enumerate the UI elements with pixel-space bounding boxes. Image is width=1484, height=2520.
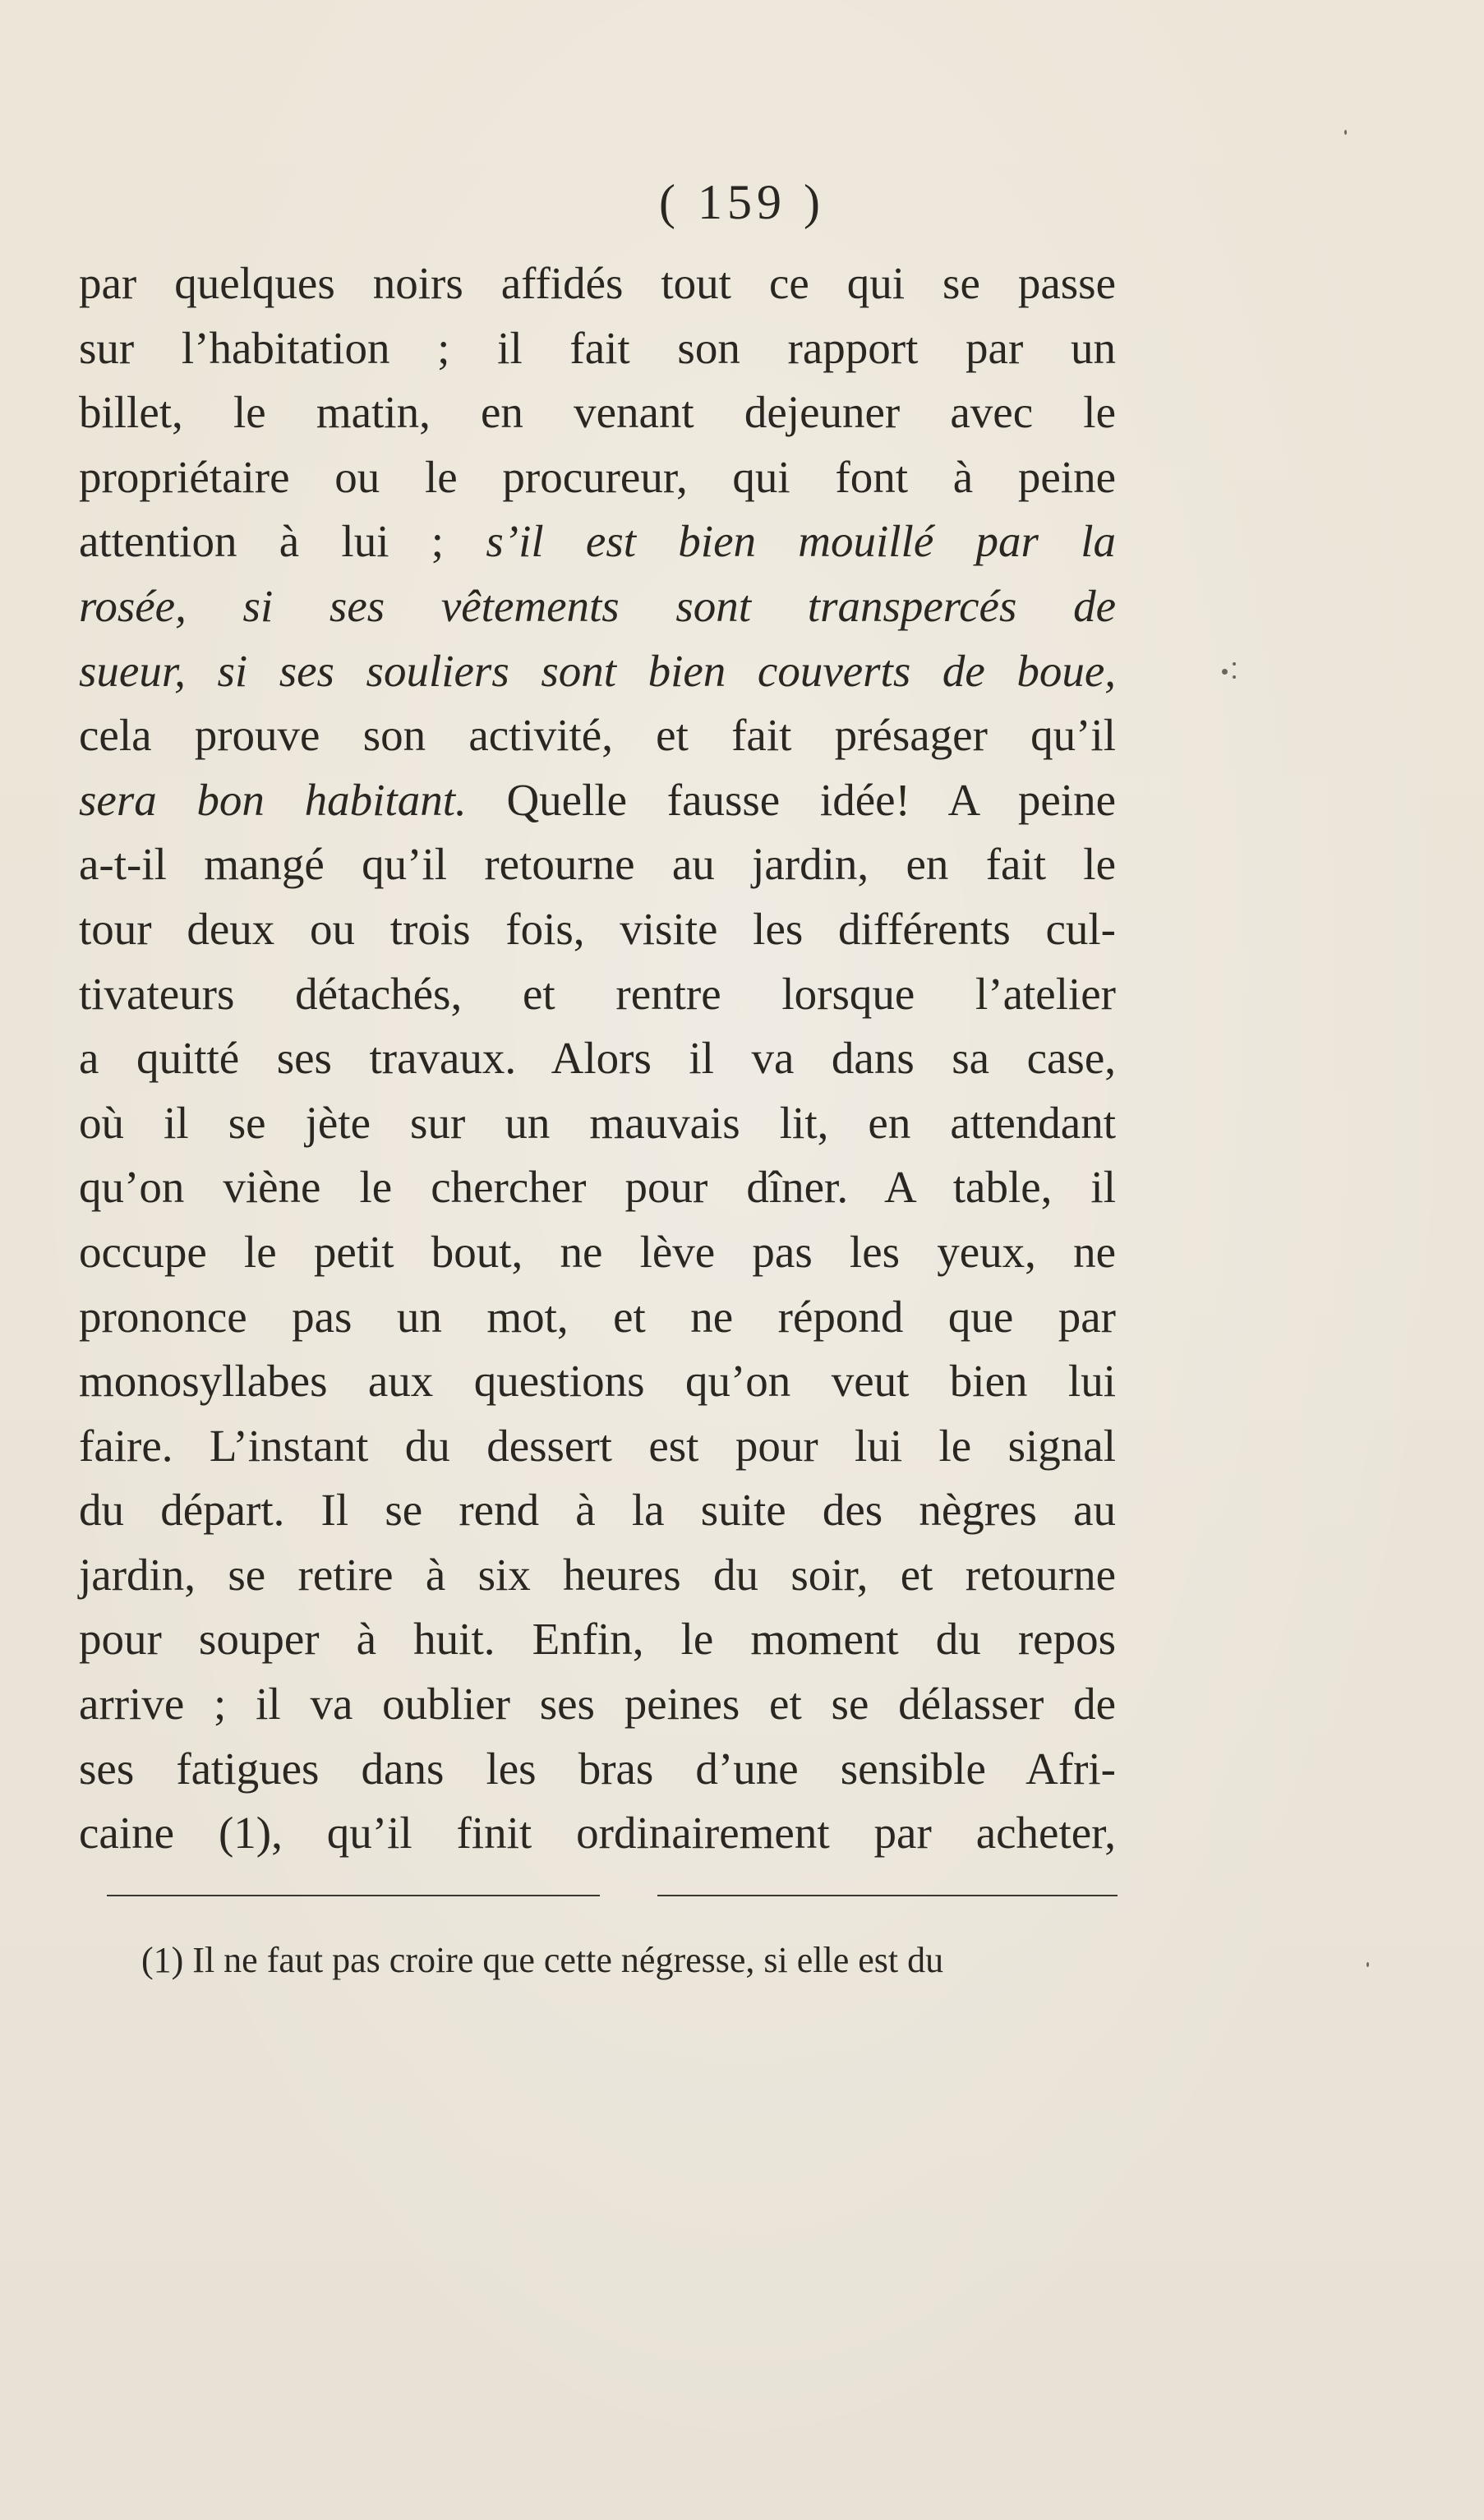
- text-run: tour deux ou trois fois, visite les différents cul-: [79, 903, 1116, 954]
- text-run: attention à lui ;: [79, 516, 486, 567]
- text-line: [79, 1026, 1116, 1091]
- text-line: [79, 1478, 1116, 1543]
- print-speck: [1222, 669, 1228, 675]
- text-run: a-t-il mangé qu’il retourne au jardin, en fait le: [79, 839, 1116, 890]
- text-run: par quelques noirs affidés tout ce qui se passe: [79, 258, 1116, 308]
- separator-rule-right: [657, 1895, 1118, 1896]
- text-run: jardin, se retire à six heures du soir, et retourne: [79, 1549, 1116, 1600]
- text-line: [79, 832, 1116, 897]
- text-line: [79, 1737, 1116, 1802]
- text-line: [79, 1155, 1116, 1220]
- print-speck: [1366, 1962, 1369, 1967]
- text-line: [79, 703, 1116, 768]
- page-number: ( 159 ): [659, 175, 825, 229]
- text-run: cela prouve son activité, et fait présager qu’il: [79, 710, 1116, 761]
- text-run: a quitté ses travaux. Alors il va dans sa case,: [79, 1033, 1116, 1084]
- print-speck: [1233, 675, 1236, 679]
- text-line: [79, 1414, 1116, 1479]
- italic-text: sera bon habitant.: [79, 774, 467, 825]
- footnote-separator: [99, 1895, 1116, 1898]
- text-line: [79, 1220, 1116, 1285]
- text-line: [79, 251, 1116, 316]
- separator-rule-left: [107, 1895, 600, 1896]
- footnote: (1) Il ne faut pas croire que cette négresse, si elle est du: [141, 1940, 944, 1980]
- text-line: [79, 1607, 1116, 1672]
- text-run: ses fatigues dans les bras d’une sensible Afri-: [79, 1743, 1116, 1794]
- text-line: [79, 1672, 1116, 1737]
- text-line: [79, 509, 1116, 574]
- text-run: faire. L’instant du dessert est pour lui le signal: [79, 1420, 1116, 1471]
- text-line: [79, 1543, 1116, 1608]
- text-run: Quelle fausse idée! A peine: [466, 774, 1116, 825]
- text-line: [79, 1091, 1116, 1156]
- text-line: [79, 1801, 1116, 1866]
- italic-text: rosée, si ses vêtements sont transpercés de: [79, 580, 1116, 631]
- text-line: [79, 639, 1116, 704]
- text-line: [79, 1285, 1116, 1350]
- text-line: [79, 380, 1116, 445]
- text-run: sur l’habitation ; il fait son rapport par un: [79, 322, 1116, 373]
- text-line: [79, 1349, 1116, 1414]
- text-run: pour souper à huit. Enfin, le moment du repos: [79, 1614, 1116, 1665]
- text-run: où il se jète sur un mauvais lit, en attendant: [79, 1097, 1116, 1148]
- text-line: [79, 962, 1116, 1027]
- text-line: [79, 768, 1116, 833]
- text-run: tivateurs détachés, et rentre lorsque l’atelier: [79, 968, 1116, 1019]
- italic-text: sueur, si ses souliers sont bien couverts de boue,: [79, 645, 1116, 696]
- text-run: prononce pas un mot, et ne répond que par: [79, 1291, 1116, 1342]
- text-run: du départ. Il se rend à la suite des nègres au: [79, 1485, 1116, 1536]
- text-run: qu’on viène le chercher pour dîner. A table, il: [79, 1162, 1116, 1213]
- italic-text: s’il est bien mouillé par la: [486, 516, 1116, 567]
- text-run: propriétaire ou le procureur, qui font à peine: [79, 451, 1116, 502]
- print-speck: [1344, 130, 1347, 135]
- text-line: [79, 316, 1116, 381]
- text-run: monosyllabes aux questions qu’on veut bien lui: [79, 1356, 1116, 1407]
- text-line: [79, 574, 1116, 639]
- text-run: arrive ; il va oublier ses peines et se délasser de: [79, 1679, 1116, 1730]
- text-run: billet, le matin, en venant dejeuner avec le: [79, 387, 1116, 438]
- print-speck: [1233, 662, 1236, 666]
- body-text: [79, 251, 1116, 1866]
- text-line: [79, 897, 1116, 962]
- text-run: occupe le petit bout, ne lève pas les yeux, ne: [79, 1226, 1116, 1277]
- text-run: caine (1), qu’il finit ordinairement par acheter,: [79, 1808, 1116, 1859]
- text-line: [79, 445, 1116, 510]
